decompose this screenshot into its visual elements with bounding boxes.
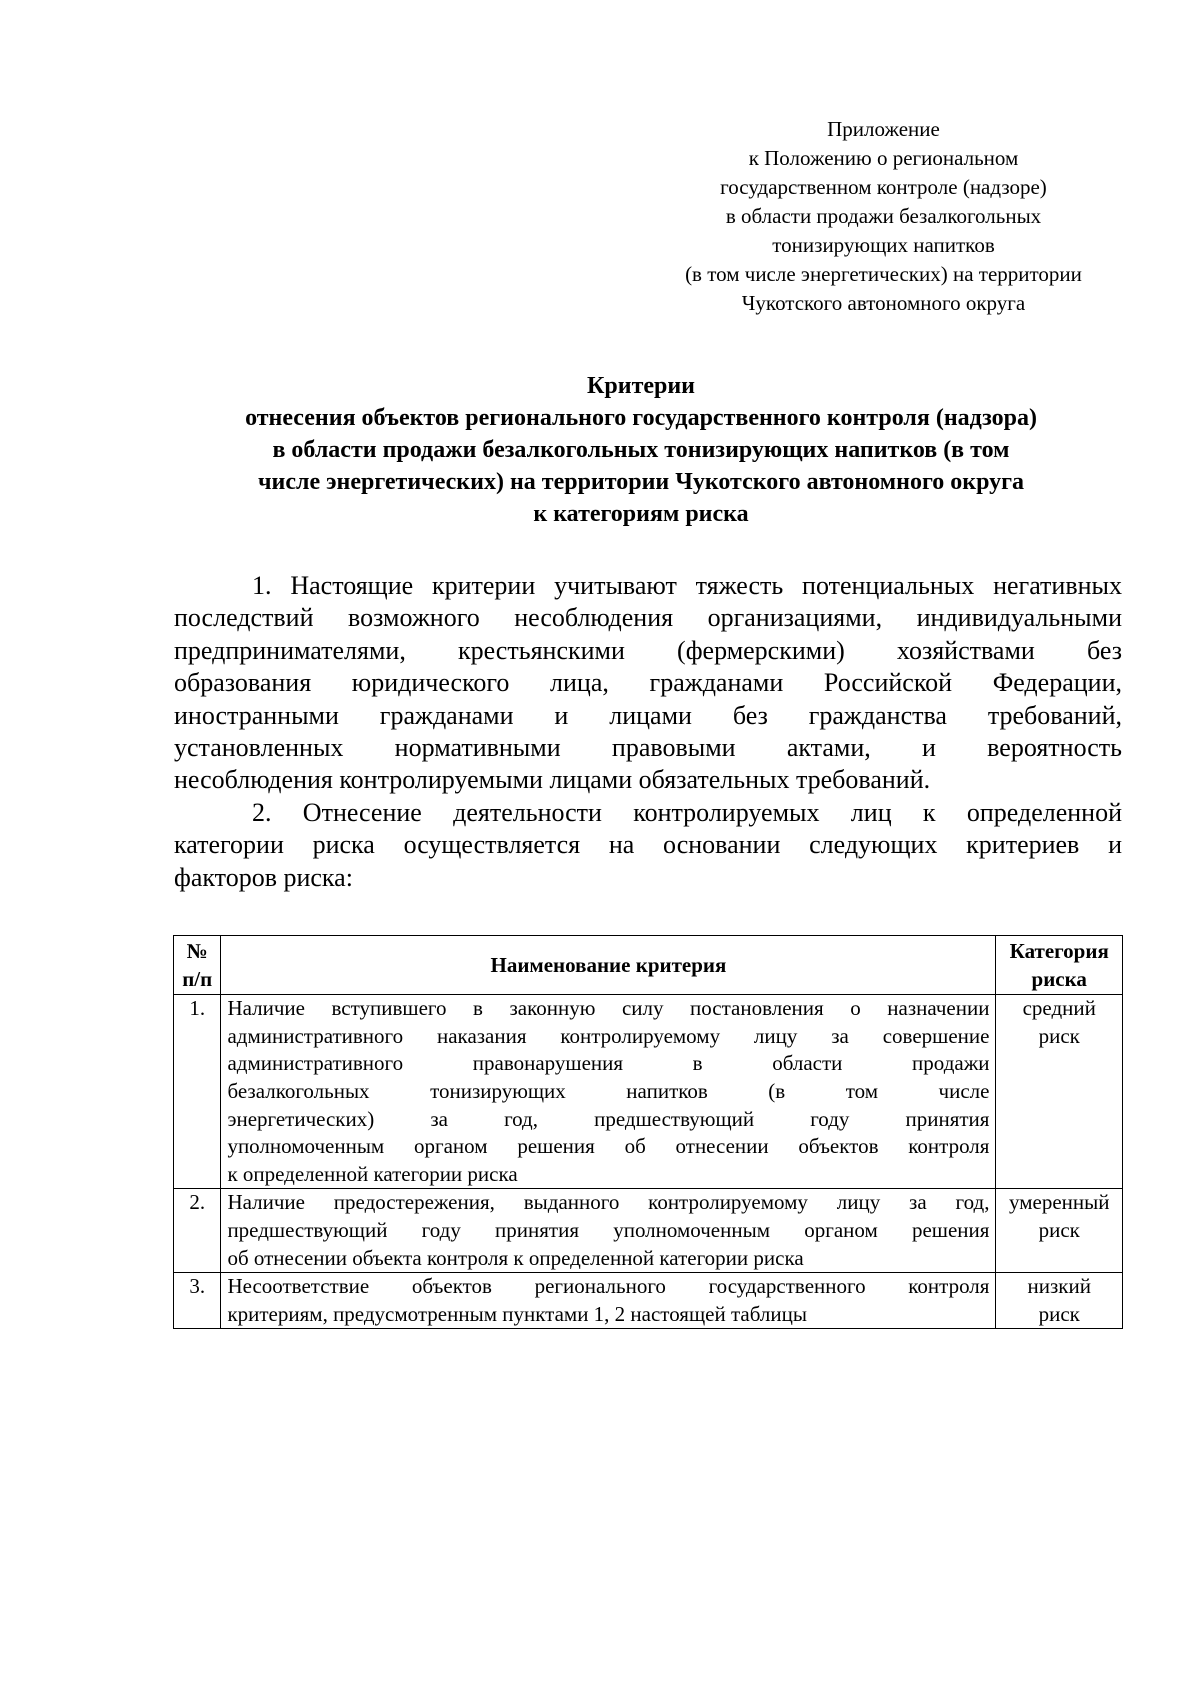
header-category-line: Категория xyxy=(1009,939,1109,963)
annex-line: тонизирующих напитков xyxy=(772,233,995,257)
annex-line: государственном контроле (надзоре) xyxy=(720,175,1047,199)
risk-category-line: умеренный xyxy=(1008,1190,1110,1215)
risk-category-line: низкий xyxy=(1027,1274,1091,1299)
criterion-line: предшествующий году принятия уполномоченным органом решения xyxy=(227,1217,990,1242)
document-title xyxy=(160,370,1122,530)
table-row xyxy=(174,1273,1123,1329)
paragraph-line: категории риска осуществляется на основании следующих критериев и xyxy=(174,830,1122,860)
annex-line: Чукотского автономного округа xyxy=(741,291,1026,315)
paragraph-line: установленных нормативными правовыми актами, и вероятность xyxy=(174,733,1122,763)
criterion-line: Наличие вступившего в законную силу постановления о назначении xyxy=(227,996,990,1021)
risk-category-line: риск xyxy=(1038,1217,1080,1242)
annex-header xyxy=(600,115,1167,318)
risk-category xyxy=(996,1189,1123,1273)
paragraph-1 xyxy=(174,570,1122,797)
body-text xyxy=(174,570,1122,894)
table-row xyxy=(174,1189,1123,1273)
paragraph-line: иностранными гражданами и лицами без гражданства требований, xyxy=(174,700,1122,730)
paragraph-2 xyxy=(174,797,1122,894)
header-num xyxy=(174,936,221,995)
paragraph-line: 1. Настоящие критерии учитывают тяжесть потенциальных негативных xyxy=(252,571,1122,600)
paragraph-line: 2. Отнесение деятельности контролируемых лиц к определенной xyxy=(252,797,1122,827)
criterion-line: критериям, предусмотренным пунктами 1, 2 настоящей таблицы xyxy=(227,1301,807,1326)
criterion-line: административного наказания контролируемому лицу за совершение xyxy=(227,1023,990,1048)
annex-line: Приложение xyxy=(827,117,940,141)
criterion-name xyxy=(221,1273,996,1329)
title-line: в области продажи безалкогольных тонизирующих напитков (в том xyxy=(272,437,1010,463)
criterion-line: энергетических) за год, предшествующий году принятия xyxy=(227,1106,990,1131)
criterion-line: Несоответствие объектов регионального государственного контроля xyxy=(227,1274,990,1299)
table-row xyxy=(174,995,1123,1189)
risk-category-line: риск xyxy=(1038,1301,1080,1326)
row-number: 2. xyxy=(174,1189,221,1273)
criteria-table xyxy=(173,935,1123,1329)
header-num-line: п/п xyxy=(182,966,213,991)
title-line: к категориям риска xyxy=(533,501,749,527)
risk-category xyxy=(996,1273,1123,1329)
annex-line: (в том числе энергетических) на территории xyxy=(685,262,1082,286)
annex-line: к Положению о региональном xyxy=(748,146,1019,170)
paragraph-line: последствий возможного несоблюдения организациями, индивидуальными xyxy=(174,603,1122,633)
paragraph-line: факторов риска: xyxy=(174,862,353,892)
header-category xyxy=(996,936,1123,995)
risk-category-line: риск xyxy=(1038,1023,1080,1048)
criterion-line: уполномоченным органом решения об отнесении объектов контроля xyxy=(227,1134,990,1159)
annex-line: в области продажи безалкогольных xyxy=(725,204,1042,228)
row-number: 1. xyxy=(174,995,221,1189)
criterion-name xyxy=(221,1189,996,1273)
criterion-line: административного правонарушения в области продажи xyxy=(227,1051,990,1076)
criterion-name xyxy=(221,995,996,1189)
header-category-line: риска xyxy=(1031,966,1087,991)
header-name: Наименование критерия xyxy=(221,936,996,995)
paragraph-line: образования юридического лица, гражданами Российской Федерации, xyxy=(174,668,1122,698)
title-line: числе энергетических) на территории Чукотского автономного округа xyxy=(257,469,1025,495)
title-line: Критерии xyxy=(586,373,696,399)
row-number: 3. xyxy=(174,1273,221,1329)
table-header-row xyxy=(174,936,1123,995)
criterion-line: об отнесении объекта контроля к определенной категории риска xyxy=(227,1245,804,1270)
criterion-line: безалкогольных тонизирующих напитков (в том числе xyxy=(227,1078,990,1103)
criterion-line: к определенной категории риска xyxy=(227,1161,518,1186)
paragraph-line: несоблюдения контролируемыми лицами обязательных требований. xyxy=(174,765,931,795)
criterion-line: Наличие предостережения, выданного контролируемому лицу за год, xyxy=(227,1190,990,1215)
risk-category xyxy=(996,995,1123,1189)
header-num-line: № xyxy=(186,939,208,963)
paragraph-line: предпринимателями, крестьянскими (фермерскими) хозяйствами без xyxy=(174,635,1122,665)
risk-category-line: средний xyxy=(1022,996,1096,1021)
title-line: отнесения объектов регионального государственного контроля (надзора) xyxy=(245,405,1037,431)
